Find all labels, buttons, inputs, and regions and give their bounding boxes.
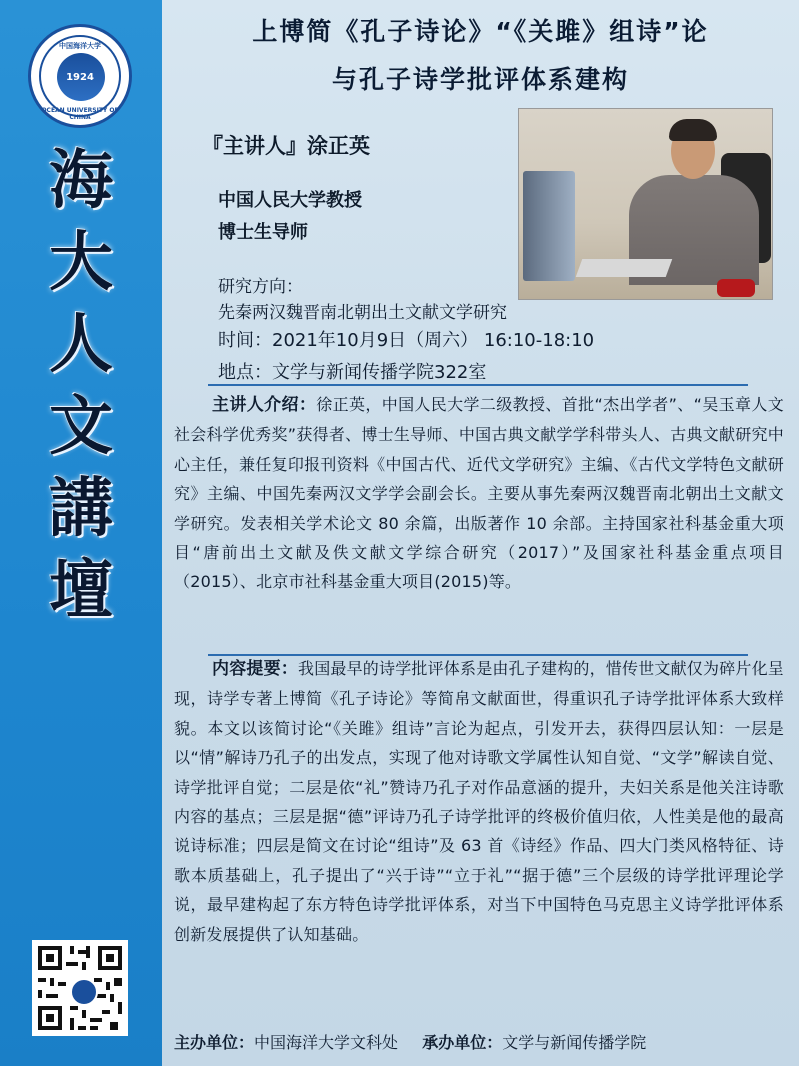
left-sidebar bbox=[0, 0, 162, 1066]
photo-keyboard bbox=[576, 259, 673, 277]
photo-monitor bbox=[523, 171, 575, 281]
event-place: 地点：文学与新闻传播学院322室 bbox=[218, 362, 487, 383]
vertical-title-char: 海 bbox=[49, 143, 113, 218]
vertical-title-char: 講 bbox=[49, 471, 113, 546]
research-label: 研究方向： bbox=[218, 277, 303, 297]
qr-center-logo-icon bbox=[70, 978, 98, 1006]
divider bbox=[208, 384, 748, 386]
university-logo bbox=[28, 24, 132, 128]
vertical-title-char: 文 bbox=[49, 389, 113, 464]
footer bbox=[174, 1030, 646, 1053]
host-name: 中国海洋大学文科处 bbox=[254, 1033, 399, 1052]
vertical-title bbox=[20, 140, 142, 632]
speaker-name: 『主讲人』涂正英 bbox=[202, 134, 370, 158]
intro-text: 徐正英，中国人民大学二级教授、首批“杰出学者”、“吴玉章人文社会科学优秀奖”获得者、博士生导师、中国古典文献学学科带头人、古典文献研究中心主任，兼任复印报刊资料《中国古代、近代文学研究》主编、《古代文学特色文献研究》主编、中国先秦两汉文学学会副会长。主要从事先秦两汉魏晋南北朝出土文献文学研究。发表相关学术论文 80 余篇，出版著作 10 余部。主持国家社科基金重大项目“唐前出土文献及佚文献文学综合研究（2017）”及国家社科基金重点项目（2015）、北京市社科基金重大项目(2015)等。 bbox=[174, 395, 784, 592]
speaker-role: 博士生导师 bbox=[218, 222, 308, 243]
organizer-name: 文学与新闻传播学院 bbox=[502, 1033, 647, 1052]
speaker-affiliation: 中国人民大学教授 bbox=[218, 190, 362, 211]
page-title-line1: 上博简《孔子诗论》“《关雎》组诗”论 bbox=[252, 17, 709, 46]
vertical-title-char: 人 bbox=[49, 307, 113, 382]
logo-top-text: 中国海洋大学 bbox=[59, 42, 101, 50]
vertical-title-char: 壇 bbox=[49, 553, 113, 628]
page-title-line2: 与孔子诗学批评体系建构 bbox=[331, 65, 629, 94]
logo-bottom-text: OCEAN UNIVERSITY OF CHINA bbox=[41, 107, 119, 121]
speaker-photo bbox=[518, 108, 773, 300]
summary-label: 内容提要： bbox=[212, 659, 298, 679]
intro-label: 主讲人介绍： bbox=[212, 395, 317, 415]
speaker-intro bbox=[174, 390, 784, 597]
photo-phone-icon bbox=[717, 279, 755, 297]
photo-hair bbox=[669, 119, 717, 141]
vertical-title-char: 大 bbox=[49, 225, 113, 300]
qr-code[interactable] bbox=[32, 940, 128, 1036]
content-summary bbox=[174, 654, 784, 949]
organizer-label: 承办单位： bbox=[422, 1033, 503, 1052]
summary-text: 我国最早的诗学批评体系是由孔子建构的，惜传世文献仅为碎片化呈现，诗学专著上博简《孔子诗论》等简帛文献面世，得重识孔子诗学批评体系大致样貌。本文以该简讨论“《关雎》组诗”言论为起点，引发开去，获得四层认知：一层是以“情”解诗乃孔子的出发点，实现了他对诗歌文学属性认知自觉、“文学”解读自觉、诗学批评自觉；二层是依“礼”赞诗乃孔子对作品意涵的提升，夫妇关系是他关注诗歌内容的基点；三层是据“德”评诗乃孔子诗学批评的终极价值归依，人性美是他的最高说诗标准；四层是简文在讨论“组诗”及 63 首《诗经》作品、四大门类风格特征、诗歌本质基础上，孔子提出了“兴于诗”“立于礼”“据于德”三个层级的诗学批评理论学说，最早建构起了东方特色诗学批评体系，对当下中国特色马克思主义诗学批评体系创新发展提供了认知基础。 bbox=[174, 659, 785, 944]
event-time: 时间：2021年10月9日（周六） 16:10-18:10 bbox=[218, 330, 595, 351]
logo-year: 1924 bbox=[66, 72, 94, 83]
main-content bbox=[162, 0, 799, 1066]
research-text: 先秦两汉魏晋南北朝出土文献文学研究 bbox=[218, 303, 507, 323]
host-label: 主办单位： bbox=[174, 1033, 255, 1052]
